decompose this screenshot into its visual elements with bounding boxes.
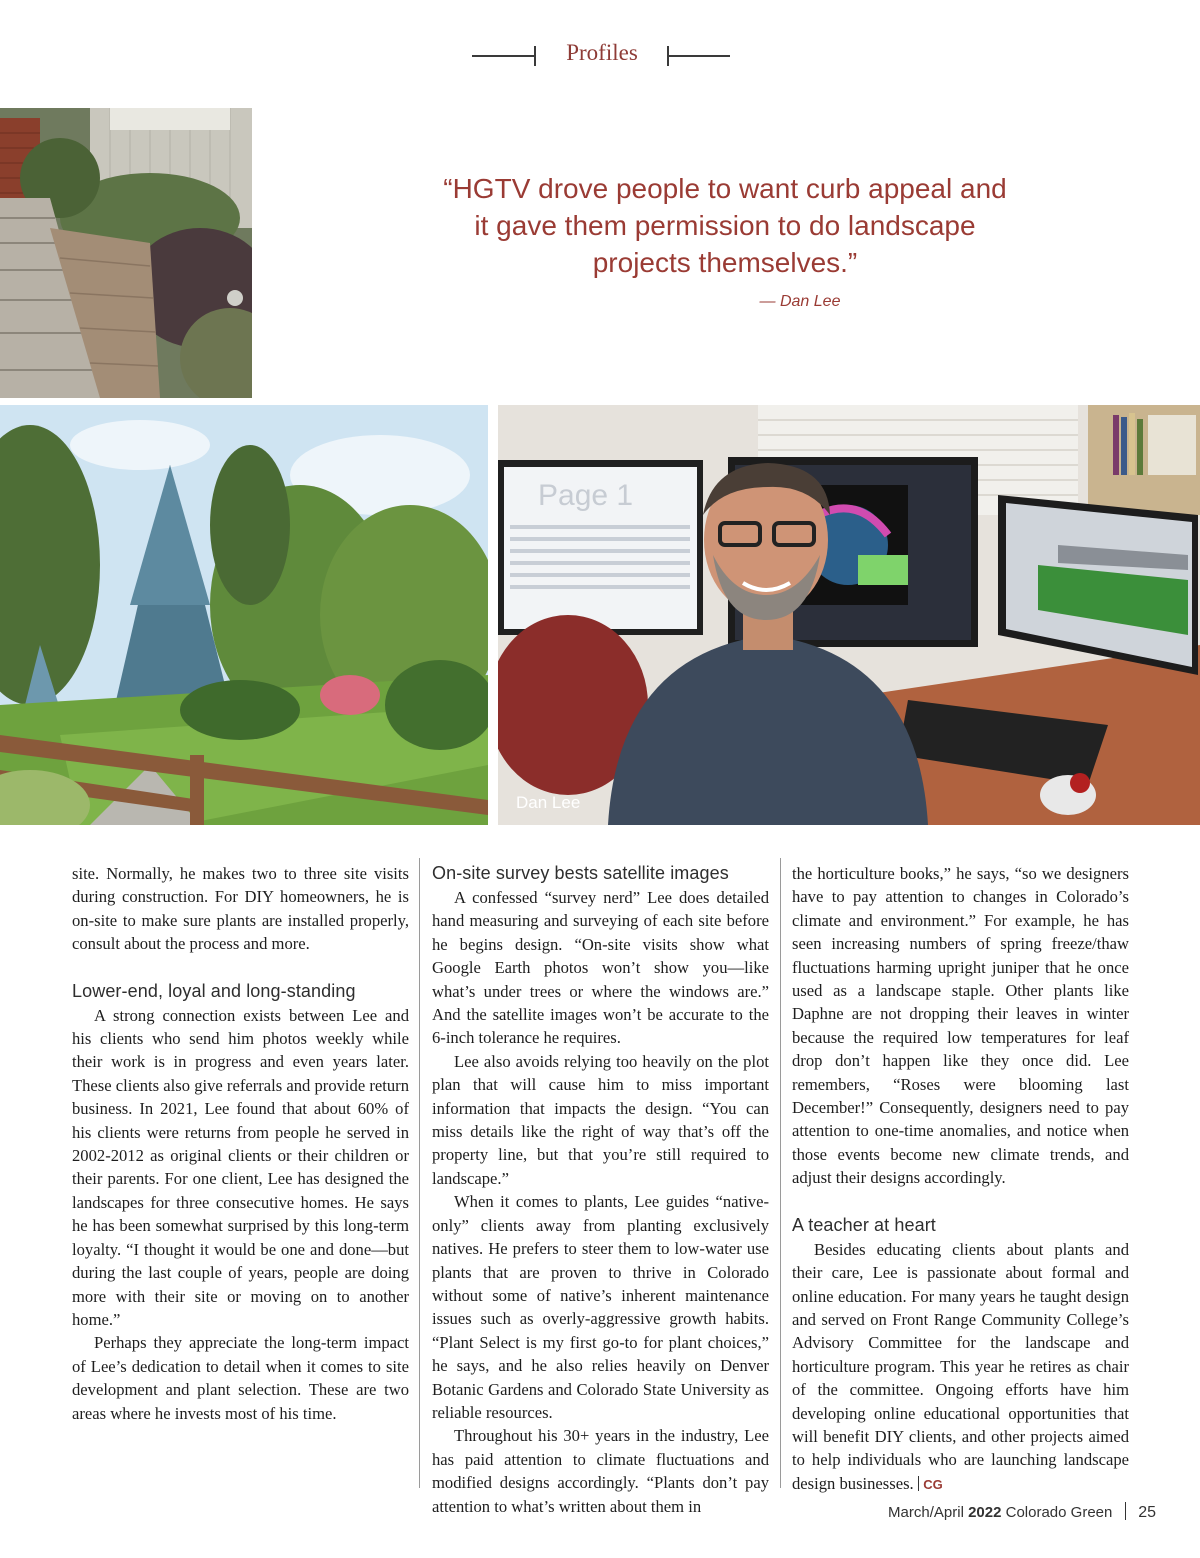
end-mark-bar bbox=[918, 1476, 920, 1491]
paragraph: A strong connection exists between Lee and his clients who send him photos weekly while their work is in progress and even years later. These clients also give referrals and provide return business. In 2021, Lee found that about 60% of his clients were returns from people he served in 2002-2012 as original clients or their children or their parents. For one client, Lee has designed the landscapes for three consecutive homes. He says he has been somewhat surprised by this long-term loyalty. “I thought it would be one and done—but during the last couple of years, people are doing more with their site or moving on to another home.” bbox=[72, 1005, 409, 1329]
paragraph: A confessed “survey nerd” Lee does detailed hand measuring and surveying of each site before he begins design. “On-site visits show what Google Earth photos won’t show you—like what’s under trees or where the windows are.” And the satellite images won’t be accurate to the 6-inch tolerance he requires. bbox=[432, 888, 769, 1048]
photo-dan-lee-portrait bbox=[498, 405, 1200, 825]
paragraph bbox=[792, 1238, 1129, 1496]
paragraph: Perhaps they appreciate the long-term impact of Lee’s dedication to detail when it comes to site development and plant selection. These are two areas where he invests most of his time. bbox=[72, 1333, 409, 1423]
paragraph: Lee also avoids relying too heavily on the plot plan that will cause him to miss important information that impacts the design. “You can miss details like the right of way that’s off the property line, but that you’re still required to landscape.” bbox=[432, 1051, 769, 1188]
issue-date: March/April bbox=[888, 1504, 964, 1521]
column-divider bbox=[419, 858, 420, 1488]
paragraph: When it comes to plants, Lee guides “native-only” clients away from planting exclusively natives. He prefers to steer them to low-water use plants that are proven to thrive in Colorado without some of native’s inherent maintenance issues such as overly-aggressive growth habits. “Plant Select is my first go-to for plant choices,” he says, and he also relies heavily on Denver Botanic Gardens and Colorado State University as reliable resources. bbox=[432, 1192, 769, 1422]
magazine-name: Colorado Green bbox=[1005, 1504, 1113, 1521]
pull-quote bbox=[440, 170, 1010, 311]
subheading: A teacher at heart bbox=[792, 1214, 936, 1235]
pull-quote-attribution: — Dan Lee bbox=[759, 293, 841, 310]
article-column-1 bbox=[72, 862, 409, 1425]
issue-year: 2022 bbox=[968, 1504, 1002, 1521]
paragraph: site. Normally, he makes two to three site visits during construction. For DIY homeowners, he is on-site to make sure plants are installed properly, consult about the process and more. bbox=[72, 864, 409, 954]
photo-landscaped-yard bbox=[0, 405, 488, 825]
section-title: Profiles bbox=[566, 40, 638, 65]
column-divider bbox=[780, 858, 781, 1488]
paragraph: the horticulture books,” he says, “so we designers have to pay attention to changes in Colorado’s climate and environment.” For example, he has seen increasing numbers of spring freeze/thaw fluctuations harming upright juniper that he once used as a landscape staple. Other plants like Daphne are not dropping their leaves in winter because the required low temperatures for leaf drop don’t happen like they once did. Lee remembers, “Roses were blooming last December!” Consequently, designers need to pay attention to one-time anomalies, and notice when those events become new climate trends, and adjust their designs accordingly. bbox=[792, 864, 1129, 1188]
paragraph: Throughout his 30+ years in the industry, Lee has paid attention to climate fluctuations and modified designs accordingly. “Plants don’t pay attention to what’s written about them in bbox=[432, 1426, 769, 1516]
monitor-text: Page 1 bbox=[538, 479, 634, 512]
page-footer bbox=[888, 1502, 1156, 1522]
header-rule-right bbox=[668, 55, 730, 57]
article-column-2 bbox=[432, 862, 769, 1518]
subheading: On-site survey bests satellite images bbox=[432, 863, 729, 883]
subheading: Lower-end, loyal and long-standing bbox=[72, 980, 356, 1001]
footer-divider bbox=[1125, 1502, 1127, 1520]
paragraph-text: Besides educating clients about plants and their care, Lee is passionate about formal and online education. For many years he taught design and served on Front Range Community College’s Advisory Committee for the landscape and horticulture program. This year he retires as chair of the committee. Ongoing efforts have him developing online educational opportunities that will benefit DIY clients, and other projects aimed to help individuals who are launching landscape design businesses. bbox=[792, 1239, 1129, 1493]
page-number: 25 bbox=[1138, 1504, 1156, 1521]
photo-caption: Dan Lee bbox=[516, 793, 581, 812]
end-mark: CG bbox=[923, 1476, 943, 1492]
photo-garden-steps bbox=[0, 108, 252, 398]
section-header bbox=[472, 36, 732, 76]
article-column-3 bbox=[792, 862, 1129, 1496]
pull-quote-text: “HGTV drove people to want curb appeal and it gave them permission to do landscape projects themselves.” bbox=[443, 173, 1007, 278]
